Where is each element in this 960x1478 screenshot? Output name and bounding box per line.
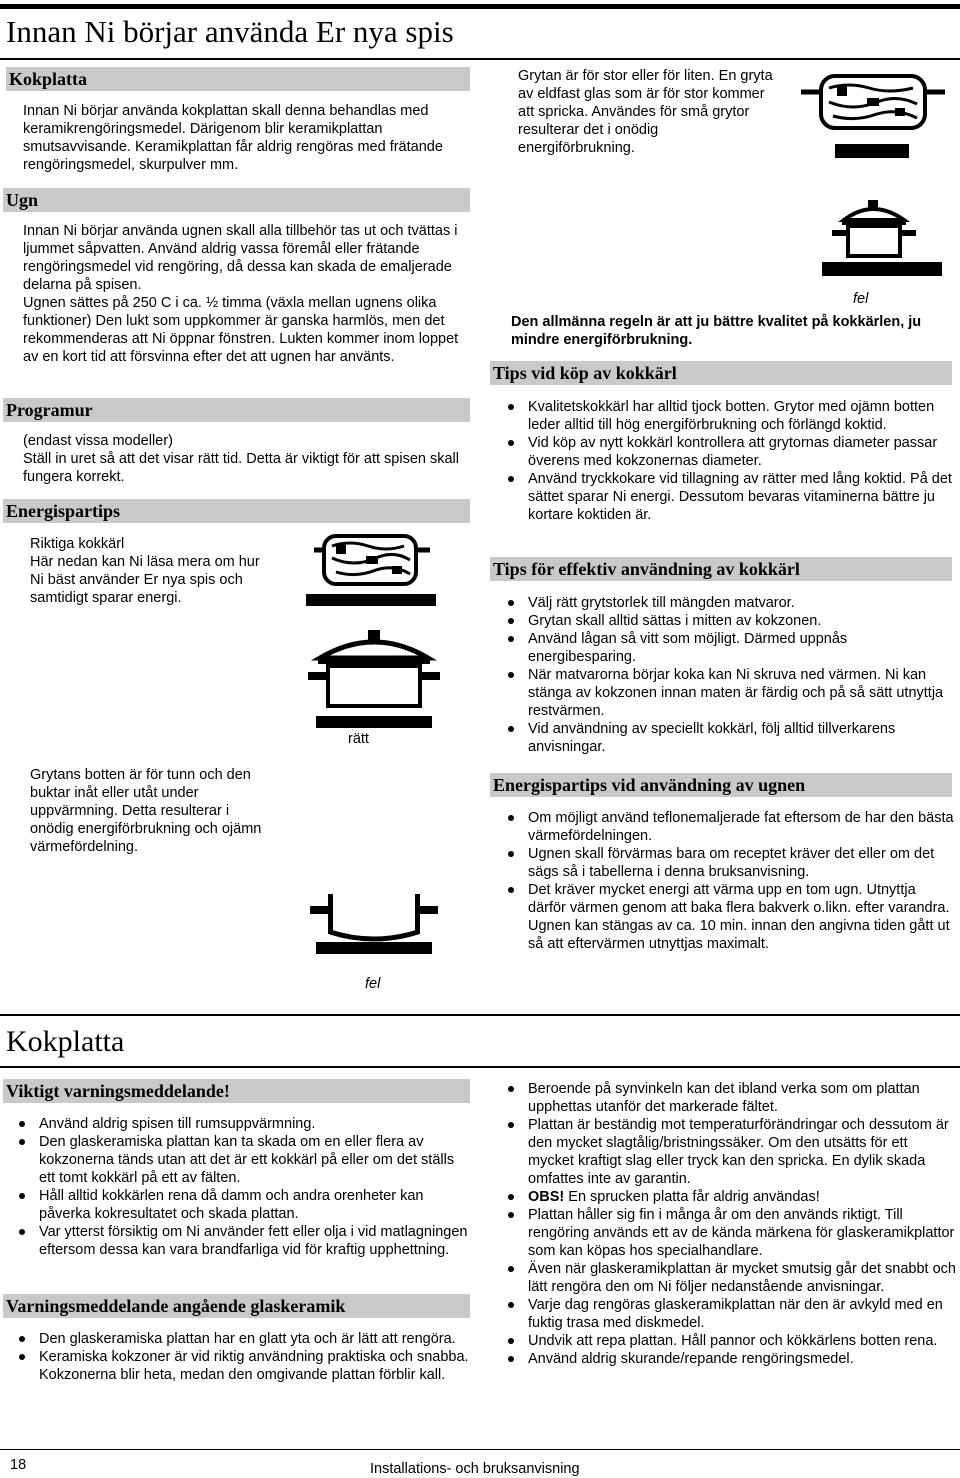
page-title: Innan Ni börjar använda Er nya spis: [6, 14, 454, 49]
programur-paragraph: Ställ in uret så att det visar rätt tid. Detta är viktigt för att spisen skall fungera korrekt.: [23, 451, 459, 485]
label-wrong-bottom: fel: [365, 976, 381, 992]
obs-label: OBS!: [528, 1189, 565, 1205]
list-item: Även när glaskeramikplattan är mycket smutsig går det snabbt och lätt rengöra den om Ni följer nedanstående anvisningar.: [500, 1260, 956, 1296]
list-item: Välj rätt grytstorlek till mängden matvaror.: [500, 594, 955, 612]
tips-ugn-list: [500, 809, 955, 953]
list-item: Grytan skall alltid sättas i mitten av kokzonen.: [500, 612, 955, 630]
list-item: Håll alltid kokkärlen rena då damm och andra orenheter kan påverka kokresultatet och skada plattan.: [11, 1187, 471, 1223]
list-item: Ugnen skall förvärmas bara om receptet kräver det eller om det sägs så i tabellerna i denna bruksanvisning.: [500, 845, 955, 881]
list-item: Använd tryckkokare vid tillagning av rätter med lång koktid. På det sättet sparar Ni energi. Dessutom bevaras vitaminerna bättre ju kortare koktiden är.: [500, 470, 955, 524]
section-heading-glaskeramik: Varningsmeddelande angående glaskeramik: [3, 1294, 470, 1318]
pan-bottom-text: Grytans botten är för tunn och den buktar inåt eller utåt under uppvärmning. Detta resulterar i onödig energiförbrukning och ojämn värmefördelning.: [30, 767, 262, 855]
glaskeramik-list: [11, 1330, 471, 1384]
glass-dish-illustration: [306, 528, 436, 612]
list-item: När matvarorna börjar koka kan Ni skruva ned värmen. Ni kan stänga av kokzonen innan maten är färdig och på så sätt utnyttja restvärmen.: [500, 666, 955, 720]
list-item: Det kräver mycket energi att värma upp en tom ugn. Utnyttja därför värmen genom att baka flera bakverk o.likn. efter varandra. Ugnen kan stängas av ca. 10 min. innan den angivna tiden gått ut så att eftervärmen utnyttjas maximalt.: [500, 881, 955, 953]
programur-text: [23, 432, 473, 486]
energispartips-text: Riktiga kokkärl Här nedan kan Ni läsa mera om hur Ni bäst använder Er nya spis och samtidigt sparar energi.: [30, 536, 260, 606]
section-heading-programur: Programur: [3, 398, 470, 422]
section-heading-tips-kop: Tips vid köp av kokkärl: [490, 361, 952, 385]
pan-curved-bottom-illustration: [306, 888, 442, 956]
glass-dish-large-illustration: [795, 68, 949, 168]
list-item: Använd aldrig spisen till rumsuppvärmning.: [11, 1115, 471, 1133]
tips-kop-list: [500, 398, 955, 524]
title-rule: [0, 58, 960, 60]
list-item-obs: [500, 1188, 956, 1206]
pot-size-text: Grytan är för stor eller för liten. En gryta av eldfast glas som är för stor kommer att spricka. Användes för små grytor resulterar det i onödig energiförbrukning.: [518, 68, 773, 156]
section-heading-kokplatta: Kokplatta: [6, 67, 470, 91]
footer-text: Installations- och bruksanvisning: [370, 1461, 580, 1477]
list-item: Keramiska kokzoner är vid riktig användning praktiska och snabba. Kokzonerna blir heta, medan den omgivande plattan förblir kall.: [11, 1348, 471, 1384]
top-rule: [0, 4, 960, 9]
section-rule-bottom: [0, 1066, 960, 1068]
pot-small-on-large-zone-illustration: [820, 198, 944, 282]
list-item: Varje dag rengöras glaskeramikplattan när den är avkyld med en fuktig trasa med diskmedel.: [500, 1296, 956, 1332]
list-item: Kvalitetskokkärl har alltid tjock botten. Grytor med ojämn botten leder alltid till hög energiförbrukning och förlängd koktid.: [500, 398, 955, 434]
tips-effektiv-list: [500, 594, 955, 756]
page-number: 18: [10, 1457, 27, 1473]
pot-with-lid-correct-illustration: [306, 628, 442, 732]
section-heading-warning: Viktigt varningsmeddelande!: [3, 1079, 470, 1103]
ugn-text: [23, 222, 475, 366]
kokplatta-paragraph: Innan Ni börjar använda kokplattan skall denna behandlas med keramikrengöringsmedel. Därigenom blir keramikplattan smutsavvisande. Keramikplattan får aldrig rengöras med frätande rengöringsmedel, skurpulver mm.: [23, 103, 443, 173]
section-heading-tips-ugn: Energispartips vid användning av ugnen: [490, 773, 952, 797]
kokplatta-text: [23, 102, 473, 174]
footer-rule: [0, 1449, 960, 1450]
ugn-paragraph-1: Innan Ni börjar använda ugnen skall alla tillbehör tas ut och tvättas i ljummet såpvatten. Använd aldrig vassa föremål eller frätande rengöringsmedel vid rengöring, då dessa kan skada de emaljerade delarna på spisen.: [23, 223, 458, 293]
list-item: Plattan håller sig fin i många år om den används riktigt. Till rengöring används ett av de kända märkena för glaskeramikplattor som kan köpas hos specialhandlare.: [500, 1206, 956, 1260]
list-item: Använd lågan så vitt som möjligt. Därmed uppnås energibesparing.: [500, 630, 955, 666]
list-item: Använd aldrig skurande/repande rengöringsmedel.: [500, 1350, 956, 1368]
general-rule-text: Den allmänna regeln är att ju bättre kvalitet på kokkärlen, ju mindre energiförbrukning.: [511, 314, 922, 348]
section-rule-top: [0, 1014, 960, 1016]
label-wrong-top: fel: [853, 291, 869, 307]
list-item: Vid köp av nytt kokkärl kontrollera att grytornas diameter passar överens med kokzonernas diameter.: [500, 434, 955, 470]
list-item: Den glaskeramiska plattan kan ta skada om en eller flera av kokzonerna tänds utan att det är ett kokkärl på eller om det ställs ett tomt kokkärl på ett av fälten.: [11, 1133, 471, 1187]
section-title-kokplatta: Kokplatta: [6, 1025, 125, 1058]
list-item: Var ytterst försiktig om Ni använder fett eller olja i vid matlagningen eftersom dessa kan vara brandfarliga vid för kraftig upphettning.: [11, 1223, 471, 1259]
glaskeramik-right-list: [500, 1080, 956, 1368]
list-item: Plattan är beständig mot temperaturförändringar och dessutom är den mycket slagtålig/bristningssäker. Om den utsätts för ett mycket kraftigt slag eller tryck kan den spricka. En dylik skada omfattes inte av garantin.: [500, 1116, 956, 1188]
list-item: Undvik att repa plattan. Håll pannor och kökkärlens botten rena.: [500, 1332, 956, 1350]
section-heading-energispartips: Energispartips: [3, 499, 470, 523]
list-item: Vid användning av speciellt kokkärl, följ alltid tillverkarens anvisningar.: [500, 720, 955, 756]
obs-text: En sprucken platta får aldrig användas!: [564, 1189, 820, 1205]
section-heading-tips-effektiv: Tips för effektiv användning av kokkärl: [490, 557, 952, 581]
list-item: Den glaskeramiska plattan har en glatt yta och är lätt att rengöra.: [11, 1330, 471, 1348]
list-item: Om möjligt använd teflonemaljerade fat eftersom de har den bästa värmefördelningen.: [500, 809, 955, 845]
list-item: Beroende på synvinkeln kan det ibland verka som om plattan upphettas utanför det markerade fältet.: [500, 1080, 956, 1116]
section-heading-ugn: Ugn: [3, 188, 470, 212]
ugn-paragraph-2: Ugnen sättes på 250 C i ca. ½ timma (växla mellan ugnens olika funktioner) Den lukt som uppkommer är ganska harmlös, men det rekommenderas att Ni öppnar fönstren. Lukten kommer inom loppet av en kort tid att försvinna efter det att ugnen har använts.: [23, 295, 459, 365]
warning-list: [11, 1115, 471, 1259]
label-correct: rätt: [348, 731, 369, 747]
programur-models: (endast vissa modeller): [23, 433, 173, 449]
